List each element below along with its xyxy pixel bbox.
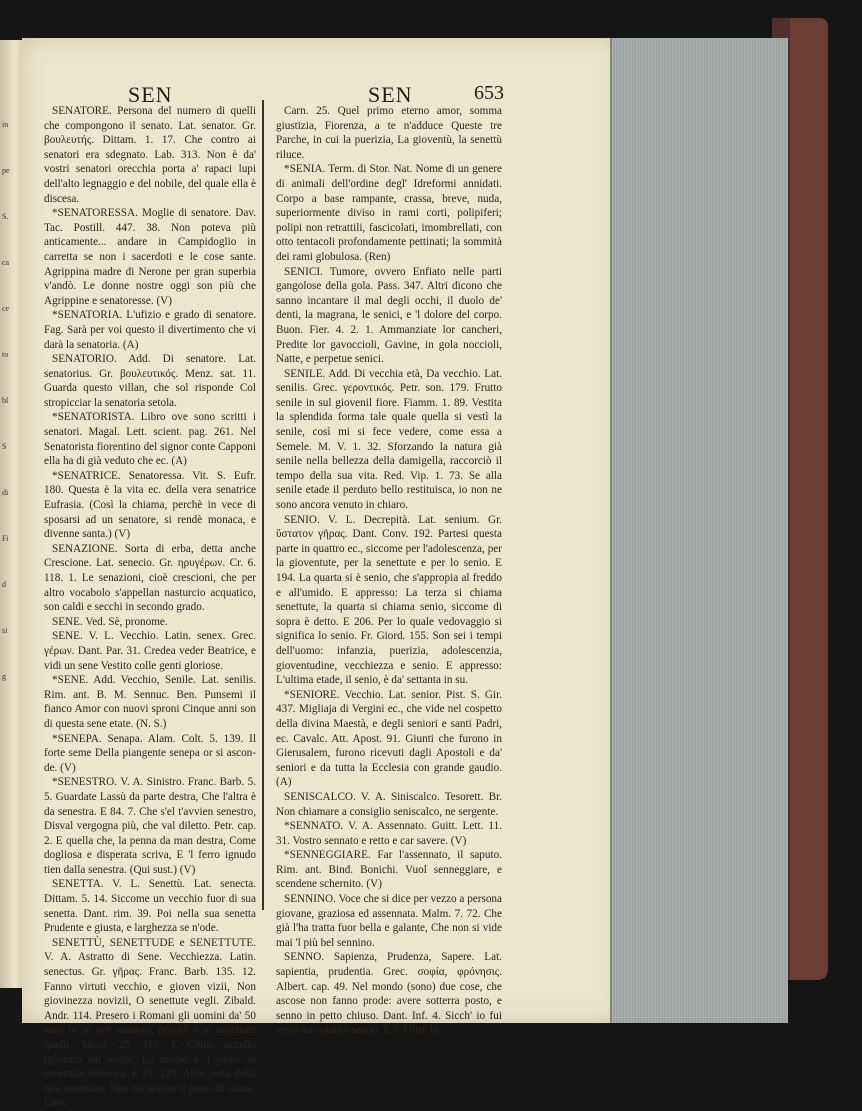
dictionary-entry: *SENATRICE. Senatoressa. Vit. S. Eufr. 180. Questa è la vita ec. della vera senatrice Eufrasia. (Così la chiama, perchè in vece di sposarsi ad un senatore, si rendè monaca, e divenne santa.) (V) bbox=[44, 469, 256, 541]
dictionary-entry: *SENESTRO. V. A. Sinistro. Franc. Barb. 5. 5. Guardate Lassù da parte destra, Che l'altra è da senestra. E 84. 7. Che s'el t'avvien senestro, Disval vergogna più, che val diletto. Petr. cap. 2. E quella che, la penna da man destra, Come dogliosa e disperata scriva, E 'l ferro ignudo tien dalla senestra. (Qui sust.) (V) bbox=[44, 776, 256, 876]
dictionary-entry: *SENEPA. Senapa. Alam. Colt. 5. 139. Il forte seme Della piangente senepa or si ascon-de. (V) bbox=[44, 732, 256, 774]
facing-page-fragment: bl bbox=[2, 396, 9, 405]
facing-page-fragment: di bbox=[2, 488, 9, 497]
dictionary-entry: SENNINO. Voce che si dice per vezzo a persona giovane, graziosa ed assennata. Malm. 7. 72. Che già l'ha tratta fuor bella e galante, Che non si vide mai 'l più bel sennino. bbox=[276, 893, 502, 949]
dictionary-entry: SENATORE. Persona del numero di quelli che compongono il senato. Lat. senator. Gr. βουλευτής. Dittam. 1. 17. Che contro ai senatori era sdegnato. Lab. 313. Non è da' vostri senatori orecchia porta a' rapaci lupi dell'alto legnaggio e del nobile, del quale ella è discesa. bbox=[44, 105, 256, 205]
right-column bbox=[276, 104, 502, 1038]
dictionary-entry: *SENNEGGIARE. Far l'assennato, il saputo. Rim. ant. Bind. Bonichi. Vuol senneggiare, e scendene schernito. (V) bbox=[276, 849, 502, 891]
dictionary-entry: *SENATORISTA. Libro ove sono scritti i senatori. Magal. Lett. scient. pag. 261. Nel Senatorista fiorentino del signor conte Capponi ella ha di già veduto che ec. (A) bbox=[44, 411, 256, 468]
dictionary-entry: SENATORIO. Add. Di senatore. Lat. senatorius. Gr. βουλευτικός. Menz. sat. 11. Guarda questo villan, che sol risponde Col stropicciar la senatoria setola. bbox=[44, 353, 256, 409]
dictionary-entry: *SENNATO. V. A. Assennato. Guitt. Lett. 11. 31. Vostro sennato e retto e car savere. (V) bbox=[276, 820, 502, 847]
dictionary-entry: *SENIORE. Vecchio. Lat. senior. Pist. S. Gir. 437. Migliaja di Vergini ec., che vide nel cospetto della divina Maestà, e degli seniori e santi Padri, ec. Cavalc. Att. Apost. 91. Giunti che furono in Gierusalem, furono ricevuti dagli Apostoli e da' seniori e da tutta la Ecclesia con grande gaudio. (A) bbox=[276, 688, 502, 789]
dictionary-entry: *SENATORIA. L'ufizio e grado di senatore. Fag. Sarà per voi questo il divertimento che vi darà la senatoria. (A) bbox=[44, 309, 256, 351]
dictionary-entry: *SENATORESSA. Moglie di senatore. Dav. Tac. Postill. 447. 38. Non poteva più anticamente... andare in Campidoglio in carretta se non i sacerdoti e le cose sante. Agrippina madre di Nerone per gran superbia v'andò. Le donne nostre oggi son più che Agrippine e senatoresse. (V) bbox=[44, 207, 256, 307]
right-running-head: SEN bbox=[368, 82, 413, 107]
dictionary-entry: SENILE. Add. Di vecchia età, Da vecchio. Lat. senilis. Grec. γεροντικός. Petr. son. 179. Frutto senile in sul giovenil fiore. Fiamm. 1. 89. Vestita la splendida forma tale quale quella si vestì la senile, così mi si fece vedere, come essa a Semele. M. V. 1. 32. Sforzando la natura già senile nella bellezza della damigella, raccorciò il tempo della sua vita. Red. Vip. 1. 73. Se alla senile etade il perduto bello restituisca, io non ne sono ancora venuto in chiaro. bbox=[276, 367, 502, 512]
facing-page-fragment: g bbox=[2, 672, 6, 681]
page-block-edge bbox=[610, 38, 788, 1023]
facing-page-fragment: S bbox=[2, 442, 7, 451]
facing-page-fragment: si bbox=[2, 626, 8, 635]
dictionary-entry: SENICI. Tumore, ovvero Enfiato nelle parti gangolose della gola. Pass. 347. Altri dicono che sanno incantare il mal degli occhi, il duolo de' denti, la magrana, le senici, e 'l dolore del corpo. Buon. Fier. 4. 2. 1. Ammanziate lor cancheri, Predite lor gavoccioli, Gavine, in gola noccioli, Natte, e perpetue senici. bbox=[276, 265, 502, 366]
facing-page-fragment: in bbox=[2, 120, 9, 129]
facing-page-edge bbox=[0, 40, 23, 988]
facing-page-fragment: ce bbox=[2, 304, 10, 313]
dictionary-entry: SENE. V. L. Vecchio. Latin. senex. Grec. γέρων. Dant. Par. 31. Credea veder Beatrice, e vidi un sene Vestito colle genti gloriose. bbox=[44, 630, 256, 672]
left-column bbox=[44, 104, 256, 1111]
dictionary-entry: SENETTÙ, SENETTUDE e SENETTUTE. V. A. Astratto di Sene. Vecchiezza. Latin. senectus. Gr. γῆρας. Franc. Barb. 135. 12. Fanno virtuti vecchio, e gioven vizii, Non giovinezza novizii, O senettute vegli. Zibald. Andr. 114. Presero i Romani gli uomini da' 50 anni in su per sanatori, perchè è in senettute quelli. Morg. 25. 317. E Chite, uccello ignorato dal volgo, La madre e 'l padre in senettute imbecca. E 27. 129. Abbi pietà della mia senettute, Non mi negare il porto di salute. Cant. bbox=[44, 936, 256, 1110]
facing-page-fragment: d bbox=[2, 580, 6, 589]
dictionary-entry: SENAZIONE. Sorta di erba, detta anche Crescione. Lat. senecio. Gr. ηρυγέρων. Cr. 6. 118. 1. Le senazioni, cioè crescioni, che per altro vocabolo s'appellan nasturcio acquatico, son caldi e secchi in secondo grado. bbox=[44, 542, 256, 614]
facing-page-fragment: Fi bbox=[2, 534, 9, 543]
dictionary-entry: SENE. Ved. Sè, pronome. bbox=[52, 615, 168, 628]
dictionary-entry: *SENIA. Term. di Stor. Nat. Nome di un genere di animali dell'ordine degl' Idreformi annidati. Corpo a base rampante, crassa, breve, nuda, superiormente diviso in rami corti, polipiferi; polipi non retrattili, fascicolati, imombrellati, con otto tentacoli profondamente pettinati; la sommità dei rami globulosa. (Ren) bbox=[276, 163, 502, 263]
column-divider bbox=[262, 100, 264, 910]
dictionary-entry: SENNO. Sapienza, Prudenza, Sapere. Lat. sapientia, prudentia. Grec. σοφία, φρόνησις. Albert. cap. 49. Nel mondo (sono) due cose, che ascose non fanno prode: avere sotterra posto, e senno in petto chiuso. Dant. Inf. 4. Sicch' io fui sesto tra cotanto senno. E 7. Oltre la bbox=[276, 951, 502, 1037]
facing-page-fragment: ca bbox=[2, 258, 10, 267]
dictionary-entry: SENIO. V. L. Decrepità. Lat. senium. Gr. ὕστατον γῆρας. Dant. Conv. 192. Partesi questa parte in quattro ec., siccome per l'adolescenza, per la gioventute, per la senettute e per lo senio. E 194. La quarta si è senio, che s'appropia al freddo e all'umido. E appresso: La terza si chiama senettute, la quarta si chiama senio, siccome di sopra è detto. E 206. Per lo quale vedovaggio si significa lo senio. Fr. Giord. 155. Son sei i tempi dell'uomo: infanzia, puerizia, adolescenzia, gioventudine, vecchiezza e senio. E appresso: L'ultima etade, il senio, è da' settanta in su. bbox=[276, 513, 502, 687]
page-number: 653 bbox=[474, 82, 504, 104]
dictionary-entry: Carn. 25. Quel primo eterno amor, somma giustizia, Fiorenza, a te n'adduce Queste tre Parche, in cui la puerizia, La gioventù, la senettù riluce. bbox=[276, 105, 502, 161]
facing-page-fragment: pe bbox=[2, 166, 10, 175]
dictionary-entry: *SENE. Add. Vecchio, Senile. Lat. senilis. Rim. ant. B. M. Sennuc. Ben. Punsemi il fianco Amor con nuovi sproni Cinque anni son di questa sene etate. (N. S.) bbox=[44, 674, 256, 730]
facing-page-fragment: S. bbox=[2, 212, 9, 221]
dictionary-entry: SENETTA. V. L. Senettù. Lat. senecta. Dittam. 5. 14. Siccome un vecchio fuor di sua senetta. Dant. rim. 39. Poi nella sua senetta Prudente e giusta, e larghezza se n'ode. bbox=[44, 878, 256, 935]
facing-page-fragment: to bbox=[2, 350, 9, 359]
left-running-head: SEN bbox=[128, 82, 173, 107]
dictionary-entry: SENISCALCO. V. A. Siniscalco. Tesorett. Br. Non chiamare a consiglio seniscalco, ne sergente. bbox=[276, 790, 502, 818]
